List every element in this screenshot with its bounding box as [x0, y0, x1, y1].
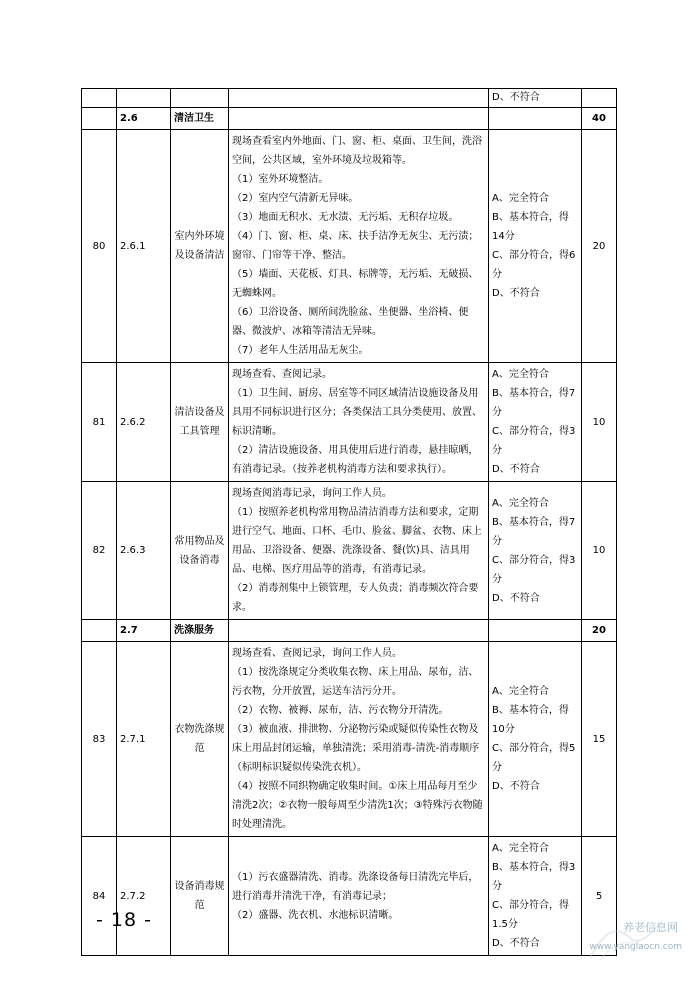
item-num: 81: [82, 363, 117, 482]
item-score: 10: [582, 482, 617, 620]
option-a: A、完全符合: [492, 686, 549, 697]
item-code: 2.6.1: [117, 130, 171, 363]
table-row: [82, 89, 617, 108]
option-c: C、部分符合，得3分: [492, 426, 576, 456]
option-d: D、不符合: [492, 592, 540, 604]
option-d: D、不符合: [492, 464, 540, 475]
req-line: （3）被血液、排泄物、分泌物污染或疑似传染性衣物及床上用品封闭运输，单独清洗；采用消毒-清洗-消毒顺序（标明标识疑似传染洗衣机）。: [232, 724, 480, 773]
req-cell: [229, 89, 489, 108]
req-line: （1）污衣盛器清洗、消毒。洗涤设备每日清洗完毕后，进行消毒并清洗干净，有消毒记录；: [232, 871, 479, 902]
section-row-2-6: [82, 108, 617, 130]
item-code: 2.6.3: [117, 482, 171, 620]
item-code: 2.6.2: [117, 363, 171, 482]
item-name: 设备消毒规范: [171, 837, 229, 956]
req-line: （6）卫浴设备、厕所间洗脸盆、坐便器、坐浴椅、便器、微波炉、冰箱等清洁无异味。: [232, 307, 469, 337]
item-score: 10: [582, 363, 617, 482]
item-requirements: [229, 482, 489, 620]
req-line: （4）门、窗、柜、桌、床、扶手洁净无灰尘、无污渍；窗帘、门帘等干净、整洁。: [232, 231, 479, 261]
item-score: 5: [582, 837, 617, 956]
table-row-81: [82, 363, 617, 482]
option-d: D、不符合: [492, 938, 540, 949]
section-code: 2.6: [117, 108, 171, 130]
req-line: （1）室外环境整洁。: [232, 174, 329, 185]
option-c: C、部分符合，得5分: [492, 743, 576, 773]
req-cell: [229, 108, 489, 130]
table-row-84: [82, 837, 617, 956]
num-cell: [82, 89, 117, 108]
table-row-83: [82, 642, 617, 837]
code-cell: [117, 89, 171, 108]
item-requirements: [229, 642, 489, 837]
name-cell: [171, 89, 229, 108]
item-name: 室内外环境及设备清洁: [171, 130, 229, 363]
table-row-80: [82, 130, 617, 363]
table-row-82: [82, 482, 617, 620]
req-line: （2）清洁设施设备、用具使用后进行消毒，悬挂晾晒，有消毒记录。（按养老机构消毒方法和要求执行）。: [232, 445, 479, 475]
item-code: 2.7.1: [117, 642, 171, 837]
req-line: （3）地面无积水、无水渍、无污垢、无积存垃圾。: [232, 212, 459, 223]
req-line: 现场查阅消毒记录，询问工作人员。: [232, 488, 392, 499]
item-name: 常用物品及设备消毒: [171, 482, 229, 620]
option-d: D、不符合: [492, 781, 540, 792]
option-cell: [489, 620, 582, 642]
score-cell: [582, 89, 617, 108]
item-requirements: [229, 130, 489, 363]
req-line: 现场查看室内外地面、门、窗、柜、桌面、卫生间，洗浴空间，公共区域，室外环境及垃圾箱等。: [232, 136, 482, 166]
req-line: 现场查看、查阅记录。: [232, 369, 332, 380]
req-line: 现场查看、查阅记录，询问工作人员。: [232, 648, 402, 659]
item-options: [489, 363, 582, 482]
option-a: A、完全符合: [492, 193, 549, 204]
item-score: 20: [582, 130, 617, 363]
section-score: 20: [582, 620, 617, 642]
option-a: A、完全符合: [492, 843, 549, 854]
option-c: C、部分符合，得3分: [492, 554, 576, 585]
option-d: D、不符合: [492, 288, 540, 299]
item-num: 80: [82, 130, 117, 363]
watermark-logo-icon: [570, 908, 680, 968]
item-options: [489, 837, 582, 956]
item-options: [489, 482, 582, 620]
item-options: [489, 130, 582, 363]
req-line: （1）按照养老机构常用物品清洁消毒方法和要求，定期进行空气、地面、口杯、毛巾、脸盆、脚盆、衣物、床上用品、卫浴设备、便器、洗涤设备、餐(饮)具、洁具用品、电梯、医疗用品等的消毒，有消毒记录。: [232, 507, 482, 575]
req-line: （2）室内空气清新无异味。: [232, 193, 359, 204]
item-num: 82: [82, 482, 117, 620]
option-b: B、基本符合，得3分: [492, 862, 576, 892]
standards-table: [81, 88, 617, 956]
item-name: 清洁设备及工具管理: [171, 363, 229, 482]
req-line: （1）按洗涤规定分类收集衣物、床上用品、尿布，洁、污衣物，分开放置，运送车洁污分开。: [232, 667, 479, 697]
section-code: 2.7: [117, 620, 171, 642]
section-title: 清洁卫生: [171, 108, 229, 130]
item-score: 15: [582, 642, 617, 837]
watermark-text: 养老信息网: [623, 921, 678, 934]
item-requirements: [229, 363, 489, 482]
req-cell: [229, 620, 489, 642]
option-text: D、不符合: [492, 92, 540, 103]
item-num: 83: [82, 642, 117, 837]
page-number: - 18 -: [96, 909, 152, 931]
req-line: （4）按照不同织物确定收集时间。①床上用品每月至少清洗2次；②衣物一般每周至少清洗1次；③特殊污衣物随时处理清洗。: [232, 781, 483, 830]
option-c: C、部分符合，得6分: [492, 250, 576, 280]
req-line: （2）消毒剂集中上锁管理，专人负责；消毒频次符合要求。: [232, 583, 479, 613]
req-line: （7）老年人生活用品无灰尘。: [232, 345, 369, 356]
item-options: [489, 642, 582, 837]
option-a: A、完全符合: [492, 369, 549, 380]
num-cell: [82, 108, 117, 130]
option-b: B、基本符合，得14分: [492, 212, 569, 242]
item-requirements: [229, 837, 489, 956]
option-cell: [489, 108, 582, 130]
item-num: 84: [82, 837, 117, 956]
req-line: （2）衣物、被褥、尿布，洁、污衣物分开清洗。: [232, 705, 449, 716]
item-code: 2.7.2: [117, 837, 171, 956]
section-row-2-7: [82, 620, 617, 642]
watermark-url: www.yanglaocn.com: [589, 942, 682, 952]
num-cell: [82, 620, 117, 642]
option-b: B、基本符合，得10分: [492, 705, 569, 735]
option-cell: [489, 89, 582, 108]
option-c: C、部分符合，得1.5分: [492, 900, 569, 930]
req-line: （5）墙面、天花板、灯具、标牌等，无污垢、无破损、无蜘蛛网。: [232, 269, 479, 299]
option-b: B、基本符合，得7分: [492, 516, 576, 547]
section-score: 40: [582, 108, 617, 130]
req-line: （1）卫生间、厨房、居室等不同区域清洁设施设备及用具用不同标识进行区分；各类保洁工具分类使用、放置、标识清晰。: [232, 388, 482, 437]
option-b: B、基本符合，得7分: [492, 388, 576, 418]
req-line: （2）盛器、洗衣机、水池标识清晰。: [232, 909, 399, 921]
section-title: 洗涤服务: [171, 620, 229, 642]
item-name: 衣物洗涤规范: [171, 642, 229, 837]
option-a: A、完全符合: [492, 497, 549, 509]
